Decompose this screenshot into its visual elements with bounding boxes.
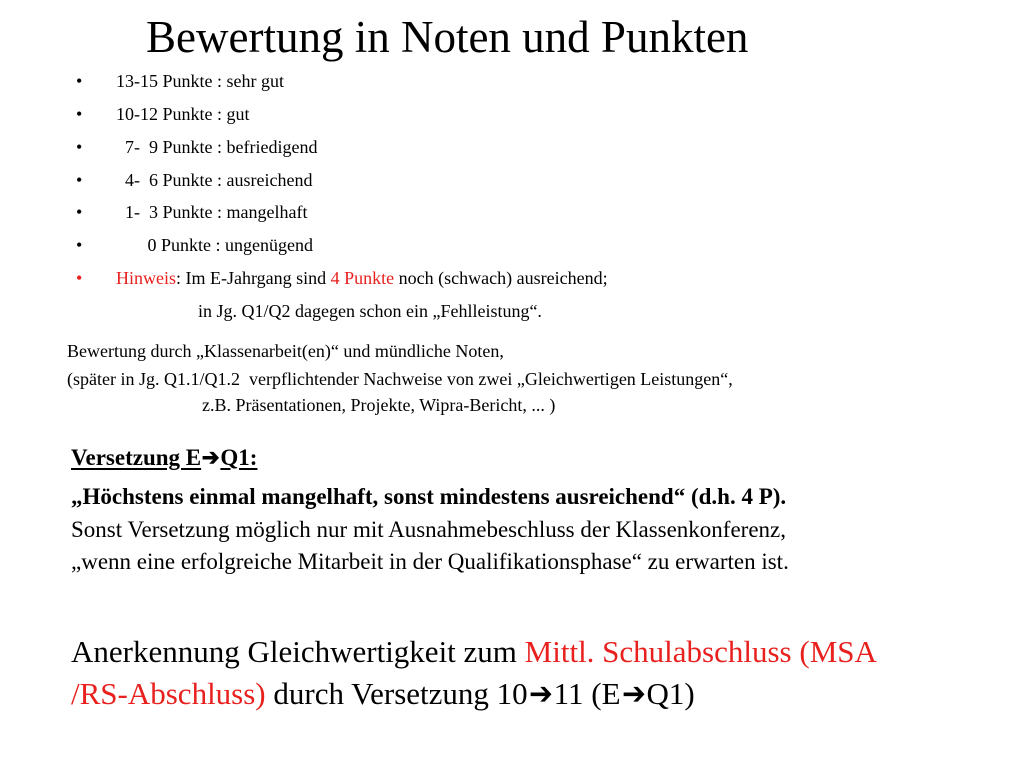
hinweis-text-end: noch (schwach) ausreichend; xyxy=(394,268,608,288)
versetzung-rule: „Höchstens einmal mangelhaft, sonst mindestens ausreichend“ (d.h. 4 P). xyxy=(71,484,787,509)
list-item xyxy=(76,135,317,159)
arrow-right-icon: ➔ xyxy=(201,445,220,470)
bullet-dot: • xyxy=(76,71,83,91)
grade-text: 10-12 Punkte : gut xyxy=(116,104,250,124)
grade-text: 4- 6 Punkte : ausreichend xyxy=(116,170,313,190)
anerkennung-line xyxy=(71,632,877,672)
anerkennung-text: durch Versetzung 10 xyxy=(265,676,528,711)
versetzung-text: Sonst Versetzung möglich nur mit Ausnahmebeschluss der Klassenkonferenz, xyxy=(71,517,786,542)
anerkennung-line xyxy=(71,674,695,714)
versetzung-heading xyxy=(71,443,257,473)
list-item xyxy=(76,200,307,224)
grade-text: 1- 3 Punkte : mangelhaft xyxy=(116,202,308,222)
msa-highlight: Mittl. Schulabschluss (MSA xyxy=(524,634,877,669)
list-item xyxy=(76,233,313,257)
list-item xyxy=(76,102,250,126)
bullet-dot: • xyxy=(76,268,83,288)
list-item xyxy=(76,69,284,93)
bullet-dot: • xyxy=(76,202,83,222)
bullet-dot: • xyxy=(76,170,83,190)
arrow-right-icon: ➔ xyxy=(621,676,646,711)
assessment-line: z.B. Präsentationen, Projekte, Wipra-Bericht, ... ) xyxy=(202,395,556,415)
hinweis-text: : Im E-Jahrgang sind xyxy=(176,268,331,288)
versetzung-text: „wenn eine erfolgreiche Mitarbeit in der Qualifikationsphase“ zu erwarten ist. xyxy=(71,549,789,574)
heading-text: Versetzung E xyxy=(71,445,202,470)
grade-text: 0 Punkte : ungenügend xyxy=(116,235,313,255)
bullet-dot: • xyxy=(76,137,83,157)
bullet-dot: • xyxy=(76,104,83,124)
anerkennung-text: 11 (E xyxy=(553,676,621,711)
assessment-line: (später in Jg. Q1.1/Q1.2 verpflichtender Nachweise von zwei „Gleichwertigen Leistungen“, xyxy=(67,369,733,389)
hinweis-highlight: 4 Punkte xyxy=(330,268,395,288)
grade-text: 7- 9 Punkte : befriedigend xyxy=(116,137,318,157)
grade-text: 13-15 Punkte : sehr gut xyxy=(116,71,284,91)
arrow-right-icon: ➔ xyxy=(528,676,553,711)
hinweis-label: Hinweis xyxy=(116,268,176,288)
page-title: Bewertung in Noten und Punkten xyxy=(146,12,749,62)
heading-text: Q1: xyxy=(220,445,258,470)
list-item xyxy=(76,168,312,192)
assessment-line: Bewertung durch „Klassenarbeit(en)“ und mündliche Noten, xyxy=(67,341,504,361)
bullet-dot: • xyxy=(76,235,83,255)
msa-highlight: /RS-Abschluss) xyxy=(71,676,266,711)
hinweis-item xyxy=(76,266,608,290)
anerkennung-text: Q1) xyxy=(646,676,695,711)
anerkennung-text: Anerkennung Gleichwertigkeit zum xyxy=(71,634,525,669)
hinweis-continuation: in Jg. Q1/Q2 dagegen schon ein „Fehlleistung“. xyxy=(198,301,542,321)
